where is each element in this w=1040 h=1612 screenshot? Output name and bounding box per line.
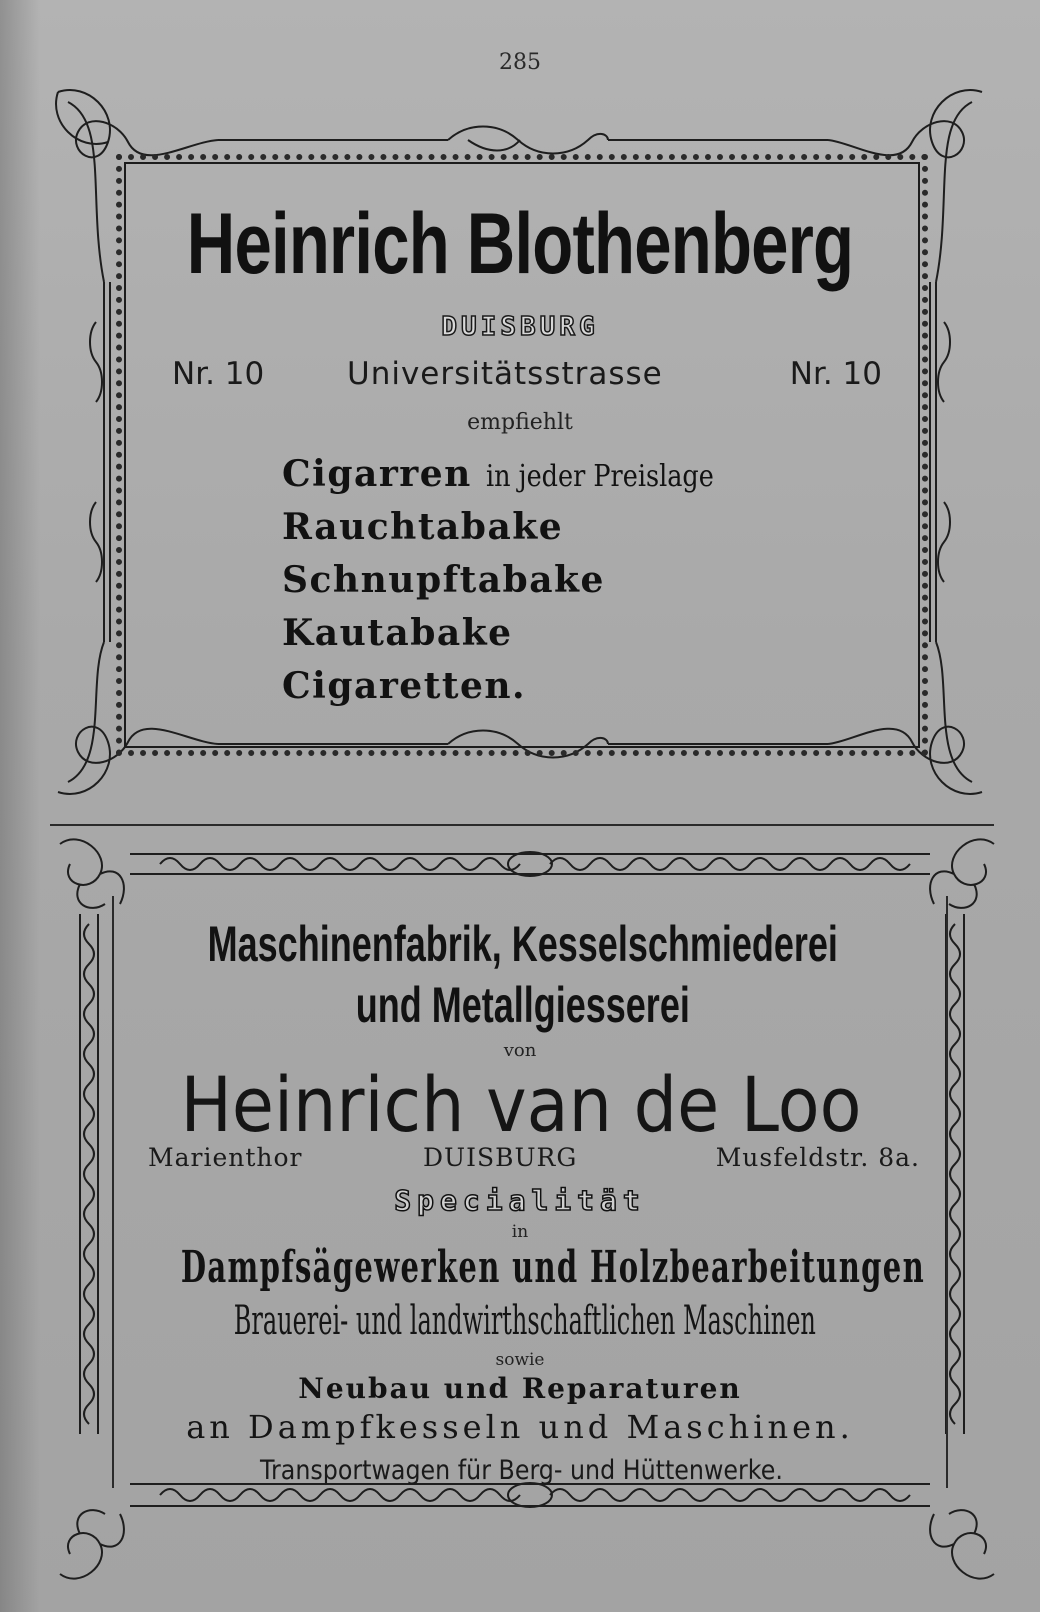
address-street: Musfeldstr. 8a.	[715, 1143, 920, 1172]
product-note: in jeder Preislage	[485, 459, 714, 494]
product-item	[282, 554, 882, 607]
product-name: Rauchtabake	[282, 506, 564, 548]
advertisement-separator	[50, 824, 994, 826]
company-name: Heinrich van de Loo	[180, 1060, 862, 1149]
advertiser-address	[172, 356, 882, 396]
product-name: Schnupftabake	[282, 559, 605, 601]
product-name: Cigarren	[282, 453, 472, 495]
in-text: in	[511, 1222, 529, 1242]
from-text: von	[503, 1040, 537, 1061]
advertiser-city: DUISBURG	[441, 312, 599, 342]
as-well-text: sowie	[495, 1350, 545, 1370]
company-address	[148, 1143, 920, 1177]
headline-line-2: und Metallgiesserei	[355, 977, 690, 1033]
street-name: Universitätsstrasse	[347, 356, 663, 392]
services-line-3: Transportwagen für Berg- und Hüttenwerke.	[259, 1455, 783, 1486]
product-name: Cigaretten.	[282, 665, 527, 707]
headline-line-1: Maschinenfabrik, Kesselschmiederei	[207, 916, 838, 972]
services-line-2: an Dampfkesseln und Maschinen.	[186, 1408, 854, 1446]
product-item	[282, 501, 882, 554]
product-item	[282, 448, 882, 501]
advertiser-name: Heinrich Blothenberg	[186, 196, 854, 292]
house-number-right: Nr. 10	[789, 356, 882, 392]
specialty-heading: Specialität	[394, 1184, 646, 1217]
product-item	[282, 607, 882, 660]
page-number: 285	[499, 50, 541, 75]
product-name: Kautabake	[282, 612, 513, 654]
address-city: DUISBURG	[423, 1143, 578, 1172]
specialty-line-2: Brauerei- und landwirthschaftlichen Maschinen	[233, 1298, 816, 1344]
binding-shadow	[0, 0, 40, 1612]
product-list	[282, 448, 882, 713]
address-district: Marienthor	[148, 1143, 303, 1172]
specialty-line-1: Dampfsägewerken und Holzbearbeitungen	[180, 1242, 926, 1293]
house-number-left: Nr. 10	[172, 356, 265, 392]
recommends-text: empfiehlt	[467, 410, 573, 435]
services-line-1: Neubau und Reparaturen	[298, 1372, 742, 1405]
product-item	[282, 660, 882, 713]
